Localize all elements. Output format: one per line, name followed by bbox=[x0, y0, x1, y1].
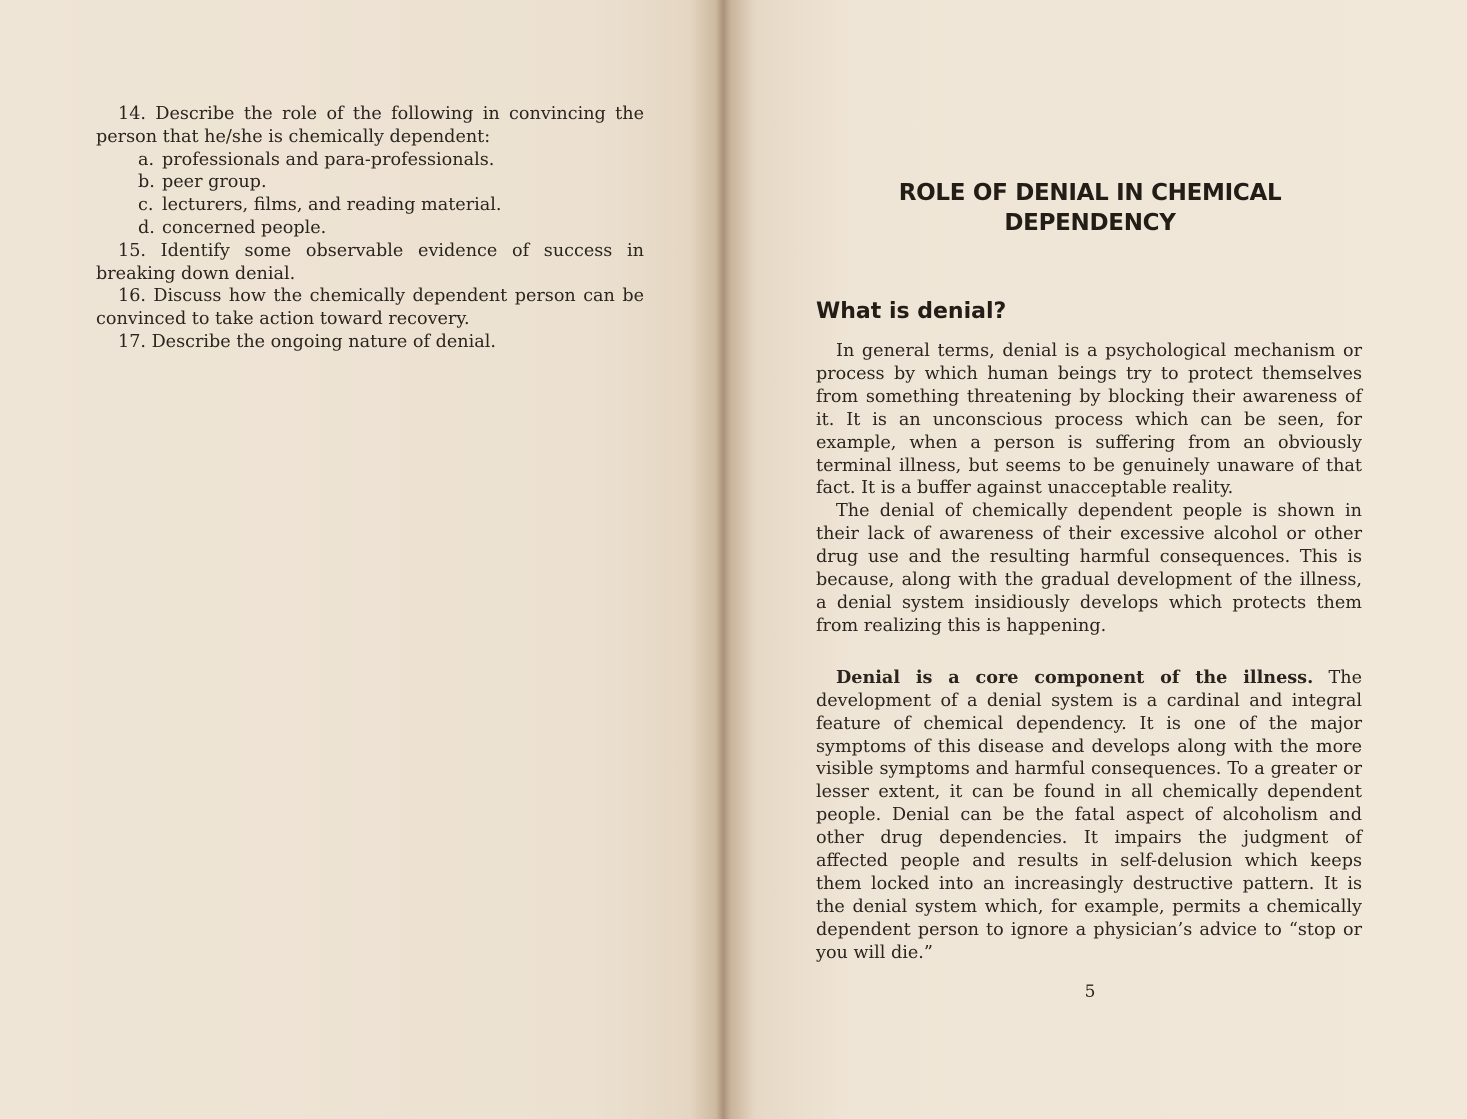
paragraph-3 bbox=[816, 667, 1362, 965]
question-16: 16. Discuss how the chemically dependent person can be convinced to take action toward recovery. bbox=[96, 286, 644, 330]
body-text bbox=[816, 340, 1362, 965]
paragraph-3-rest: The development of a denial system is a cardinal and integral feature of chemical dependency. It is one of the major symptoms of this disease and develops along with the more visible symptoms and harmful consequences. To a greater or lesser extent, it can be found in all chemically dependent people. Denial can be the fatal aspect of alcoholism and other drug dependencies. It impairs the judgment of affected people and results in self-delusion which keeps them locked into an increasingly destructive pattern. It is the denial system which, for example, permits a chemically dependent person to ignore a physician’s advice to “stop or you will die.” bbox=[816, 667, 1362, 963]
question-14-subitem-c bbox=[96, 194, 644, 217]
question-15: 15. Identify some observable evidence of success in breaking down denial. bbox=[96, 240, 644, 284]
paragraph-3-lead: Denial is a core component of the illness. bbox=[836, 666, 1314, 688]
subitem-label: a. bbox=[138, 149, 155, 170]
right-page bbox=[740, 0, 1467, 1119]
study-questions-list bbox=[96, 103, 644, 354]
question-14-subitem-b bbox=[96, 171, 644, 194]
subitem-text: lecturers, films, and reading material. bbox=[162, 195, 502, 216]
paragraph-2: The denial of chemically dependent people is shown in their lack of awareness of their excessive alcohol or other drug use and the resulting harmful consequences. This is because, along with the gradual development of the illness, a denial system insidiously develops which protects them from realizing this is happening. bbox=[816, 501, 1362, 636]
question-14-subitem-d bbox=[96, 217, 644, 240]
page-number: 5 bbox=[1084, 982, 1096, 1002]
left-page bbox=[0, 0, 720, 1119]
subitem-text: peer group. bbox=[162, 172, 267, 193]
subitem-label: b. bbox=[138, 172, 155, 193]
paragraph-1: In general terms, denial is a psychological mechanism or process by which human beings try to protect themselves from something threatening by blocking their awareness of it. It is an unconscious process which can be seen, for example, when a person is suffering from an obviously terminal illness, but seems to be genuinely unaware of that fact. It is a buffer against unacceptable reality. bbox=[816, 341, 1362, 499]
question-14-subitem-a bbox=[96, 149, 644, 172]
section-heading: What is denial? bbox=[816, 299, 1007, 324]
question-17: 17. Describe the ongoing nature of denial. bbox=[118, 331, 496, 352]
subitem-label: d. bbox=[138, 217, 155, 238]
subitem-text: professionals and para-professionals. bbox=[162, 149, 495, 170]
subitem-label: c. bbox=[138, 195, 154, 216]
chapter-title: ROLE OF DENIAL IN CHEMICAL DEPENDENCY bbox=[898, 180, 1282, 236]
subitem-text: concerned people. bbox=[162, 217, 327, 238]
question-14: 14. Describe the role of the following in convincing the person that he/she is chemically dependent: bbox=[96, 104, 644, 147]
